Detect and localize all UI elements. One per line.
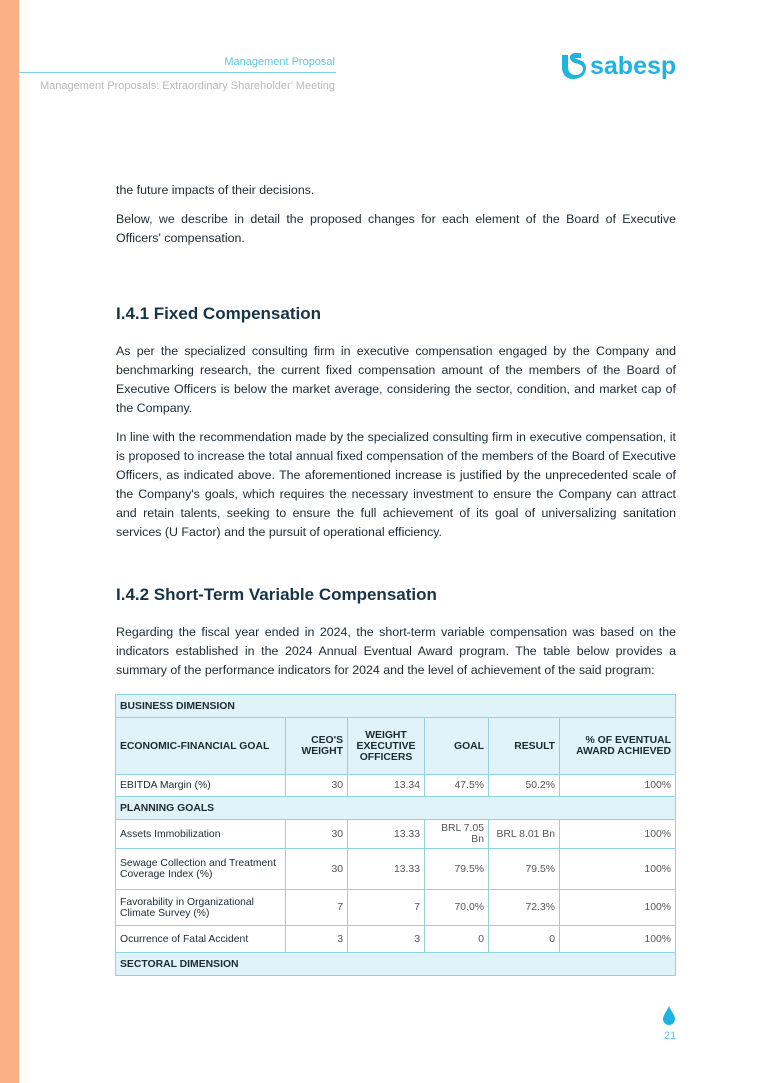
- column-header: WEIGHT EXECUTIVE OFFICERS: [348, 718, 425, 775]
- cell: 100%: [560, 849, 676, 890]
- cell: 72.3%: [489, 890, 560, 926]
- table-row: [116, 849, 676, 890]
- section-heading: I.4.1 Fixed Compensation: [116, 304, 321, 323]
- water-drop-icon: [662, 1006, 676, 1026]
- cell: 13.33: [348, 849, 425, 890]
- cell: BRL 8.01 Bn: [489, 820, 560, 849]
- table-row: [116, 890, 676, 926]
- header-title: Management Proposal: [224, 56, 335, 68]
- cell: 47.5%: [425, 775, 489, 797]
- cell: 79.5%: [489, 849, 560, 890]
- side-accent-bar: [0, 0, 19, 1083]
- cell: 13.33: [348, 820, 425, 849]
- section-label: SECTORAL DIMENSION: [116, 953, 676, 976]
- cell: 50.2%: [489, 775, 560, 797]
- table-section-row: [116, 695, 676, 718]
- logo-text: sabesp: [590, 52, 677, 80]
- cell: Assets Immobilization: [116, 820, 286, 849]
- cell: BRL 7.05 Bn: [425, 820, 489, 849]
- section-heading: I.4.2 Short-Term Variable Compensation: [116, 585, 437, 604]
- cell: 30: [286, 849, 348, 890]
- section-label: BUSINESS DIMENSION: [116, 695, 676, 718]
- cell: Sewage Collection and Treatment Coverage Index (%): [116, 849, 286, 890]
- column-header: CEO'S WEIGHT: [286, 718, 348, 775]
- cell: 100%: [560, 820, 676, 849]
- column-header: ECONOMIC-FINANCIAL GOAL: [116, 718, 286, 775]
- table-row: [116, 926, 676, 953]
- section-label: PLANNING GOALS: [116, 797, 676, 820]
- header-divider: [19, 72, 336, 73]
- cell: 100%: [560, 926, 676, 953]
- table-row: [116, 775, 676, 797]
- table-section-row: [116, 953, 676, 976]
- paragraph: the future impacts of their decisions.: [116, 183, 315, 197]
- cell: 100%: [560, 890, 676, 926]
- sabesp-logo: [560, 52, 676, 81]
- table-header-row: [116, 718, 676, 775]
- table-row: [116, 820, 676, 849]
- cell: 30: [286, 775, 348, 797]
- paragraph: In line with the recommendation made by the specialized consulting firm in executive compensation, it is proposed to increase the total annual fixed compensation of the members of the Board of Executive Officers, as indicated above. The aforementioned increase is justified by the unprecedented scale of the Company's goals, which requires the necessary investment to ensure the Company can attract and retain talents, seeking to ensure the full achievement of its goal of universalizing sanitation services (U Factor) and the pursuit of operational efficiency.: [116, 430, 676, 539]
- cell: 0: [425, 926, 489, 953]
- cell: 100%: [560, 775, 676, 797]
- cell: 30: [286, 820, 348, 849]
- cell: 79.5%: [425, 849, 489, 890]
- column-header: % OF EVENTUAL AWARD ACHIEVED: [560, 718, 676, 775]
- cell: Ocurrence of Fatal Accident: [116, 926, 286, 953]
- header-subtitle: Management Proposals: Extraordinary Shareholder' Meeting: [40, 80, 335, 92]
- cell: 3: [286, 926, 348, 953]
- cell: 0: [489, 926, 560, 953]
- column-header: GOAL: [425, 718, 489, 775]
- cell: 7: [348, 890, 425, 926]
- paragraph: Regarding the fiscal year ended in 2024, the short-term variable compensation was based on the indicators established in the 2024 Annual Eventual Award program. The table below provides a summary of the performance indicators for 2024 and the level of achievement of the said program:: [116, 625, 676, 677]
- column-header: RESULT: [489, 718, 560, 775]
- sabesp-logo-icon: [560, 53, 586, 81]
- cell: Favorability in Organizational Climate Survey (%): [116, 890, 286, 926]
- cell: 7: [286, 890, 348, 926]
- table-section-row: [116, 797, 676, 820]
- cell: 3: [348, 926, 425, 953]
- cell: 70.0%: [425, 890, 489, 926]
- cell: EBITDA Margin (%): [116, 775, 286, 797]
- paragraph: Below, we describe in detail the proposed changes for each element of the Board of Executive Officers' compensation.: [116, 212, 676, 245]
- cell: 13.34: [348, 775, 425, 797]
- paragraph: As per the specialized consulting firm in executive compensation engaged by the Company and benchmarking research, the current fixed compensation amount of the members of the Board of Executive Officers is below the market average, considering the sector, condition, and market cap of the Company.: [116, 344, 676, 415]
- page-number: 21: [664, 1030, 677, 1042]
- performance-table: [115, 694, 676, 976]
